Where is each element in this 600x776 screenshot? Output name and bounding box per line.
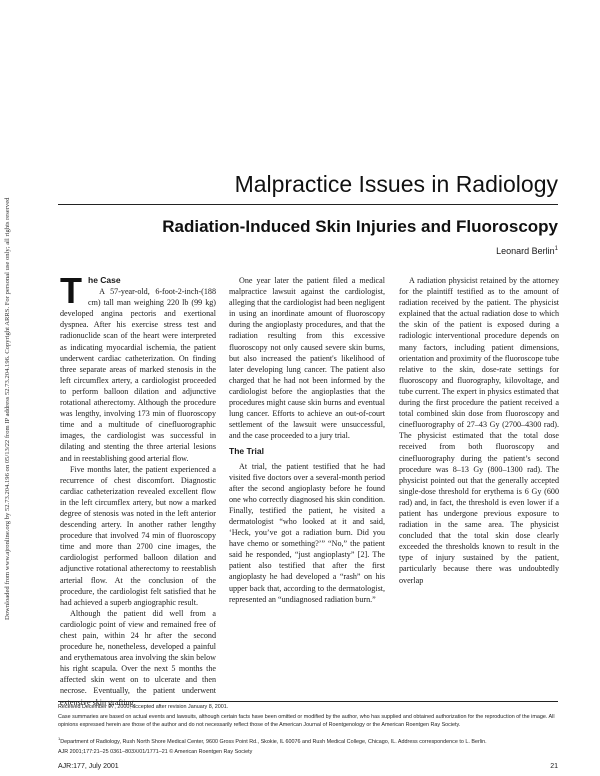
footnote-rule	[58, 701, 558, 702]
page-number: 21	[550, 763, 558, 770]
trial-heading: The Trial	[229, 446, 264, 457]
journal-issue-footer: AJR:177, July 2001	[58, 763, 119, 770]
journal-section-title: Malpractice Issues in Radiology	[234, 171, 558, 197]
author-line	[400, 245, 558, 257]
article-title: Radiation-Induced Skin Injuries and Fluoroscopy	[162, 217, 558, 236]
paragraph-6: A radiation physicist retained by the attorney for the plaintiff testified as to the amount of radiation received by the patient. The physicist explained that the actual radiation dose to which the skin of the patient is exposed during a radiologic interventional procedure depends on many factors, including patient dimensions, orientation and proximity of the fluoroscope tube relative to the skin, dose-rate settings for fluoroscopy and fluorography, kilovoltage, and tube current. The expert in physics estimated that during the first procedure the patient received a total combined skin dose from fluoroscopy and cinefluorography of 27–43 Gy (2700–4300 rad). The physicist estimated that the total dose received from both fluoroscopy and cinefluorography during the patient’s second procedure was 8–13 Gy (800–1300 rad). The physicist pointed out that the generally accepted single-dose threshold for erythema is 6 Gy (600 rad) and, in fact, the threshold is even lower if a patient has undergone previous exposure to radiation in the same area. The physicist concluded that the total skin dose clearly exceeded the thresholds known to result in the type of injury sustained by the patient, particularly because there was undoubtedly overlap	[399, 276, 559, 585]
affiliation-text: Department of Radiology, Rush North Shore Medical Center, 9600 Gross Point Rd., Skokie, IL 60076 and Rush Medical College, Chicago, IL. Address correspondence to L. Berlin.	[60, 739, 487, 745]
paragraph-4: One year later the patient filed a medical malpractice lawsuit against the cardiologist, alleging that the cardiologist had been negligent in using an inordinate amount of fluoroscopy during the angioplasty procedures, and that the radiation resulting from this excessive fluoroscopy not only caused severe skin burns, but also increased the patient's likelihood of later developing lung cancer. The patient also charged that he had not been informed by the cardiologist before the angioplasties that the procedures might cause skin burns and eventual lung cancer. Efforts to achieve an out-of-court settlement of the lawsuit were unsuccessful, and the case proceeded to a jury trial.	[229, 276, 385, 441]
affiliation-mark: 1	[58, 736, 61, 742]
paragraph-3: Although the patient did well from a cardiologic point of view and remained free of chest pain, within 24 hr after the second procedure he, nonetheless, developed a painful and erythematous area involving the skin below his right scapula. Over the next 5 months the affected skin went on to ulcerate and then necrose. Eventually, the patient underwent extensive skin grafting.	[60, 608, 216, 707]
paragraph-3-start	[60, 608, 216, 708]
drop-cap: T	[60, 270, 82, 311]
column-2	[229, 275, 385, 700]
citation-note: AJR 2001;177:21–25 0361–803X/01/1771–21 © American Roentgen Ray Society	[58, 749, 253, 755]
column-1	[60, 270, 217, 707]
author-footnote-mark: 1	[554, 246, 558, 252]
paragraph-1: A 57-year-old, 6-foot-2-inch-(188 cm) tall man weighing 220 lb (99 kg) developed angina pectoris and exertional dyspnea. After his exercise stress test and radionuclide scan of the heart were interpreted as indicating myocardial ischemia, the patient underwent cardiac catheterization. On finding three separate areas of marked stenosis in the left circumflex artery, a cardiologist proceeded to perform balloon dilation and adjunctive rotational atherectomy. Although the procedure was lengthy, involving 173 min of fluoroscopy time and a multitude of cinefluorographic images, the cardiologist was successful in dilating and stenting the three arterial lesions and in reestablishing good arterial flow.	[60, 287, 217, 463]
download-notice: Downloaded from www.ajronline.org by 52.73.204.196 on 05/13/22 from IP address 52.73.204.196. Copyright ARRS. For personal use only; all rights reserved	[4, 197, 11, 620]
title-rule	[58, 204, 558, 205]
author-name: Leonard Berlin	[496, 246, 555, 256]
paragraph-2: Five months later, the patient experienced a recurrence of chest discomfort. Diagnostic cardiac catheterization revealed excellent flow in the left circumflex artery, but now a marked degree of stenosis was noted in the left anterior descending artery. In another rather lengthy procedure that involved 74 min of fluoroscopy time and more than 2700 cine images, the cardiologist performed balloon dilation and adjunctive rotational atherectomy to reestablish arterial flow. At the conclusion of the procedure, the cardiologist felt satisfied that he had achieved a superb angiographic result.	[60, 464, 216, 607]
affiliation-note	[58, 736, 558, 747]
case-heading: he Case	[88, 275, 121, 285]
received-note: Received December 27, 2000; accepted after revision January 8, 2001.	[58, 704, 229, 710]
column-3	[399, 275, 559, 700]
paragraph-5: At trial, the patient testified that he had visited five doctors over a several-month period after the second angioplasty before he found one who correctly diagnosed his skin condition. Finally, testified the patient, he visited a dermatologist “who looked at it and said, ‘Heck, you’ve got a radiation burn. Did you have chemo or something?’” “No,” the patient said he responded, “just angioplasty” [2]. The patient also testified that after the first angioplasty he had developed a “rash” on his upper back that, according to the dermatologist, represented an “undiagnosed radiation burn.”	[229, 461, 385, 604]
disclaimer-note: Case summaries are based on actual events and lawsuits, although certain facts have been omitted or modified by the author, who has supplied and obtained authorization for the reproduction of the image. All opinions expressed herein are those of the author and do not necessarily reflect those of the American Journal of Roentgenology or the American Roentgen Ray Society.	[58, 714, 555, 728]
